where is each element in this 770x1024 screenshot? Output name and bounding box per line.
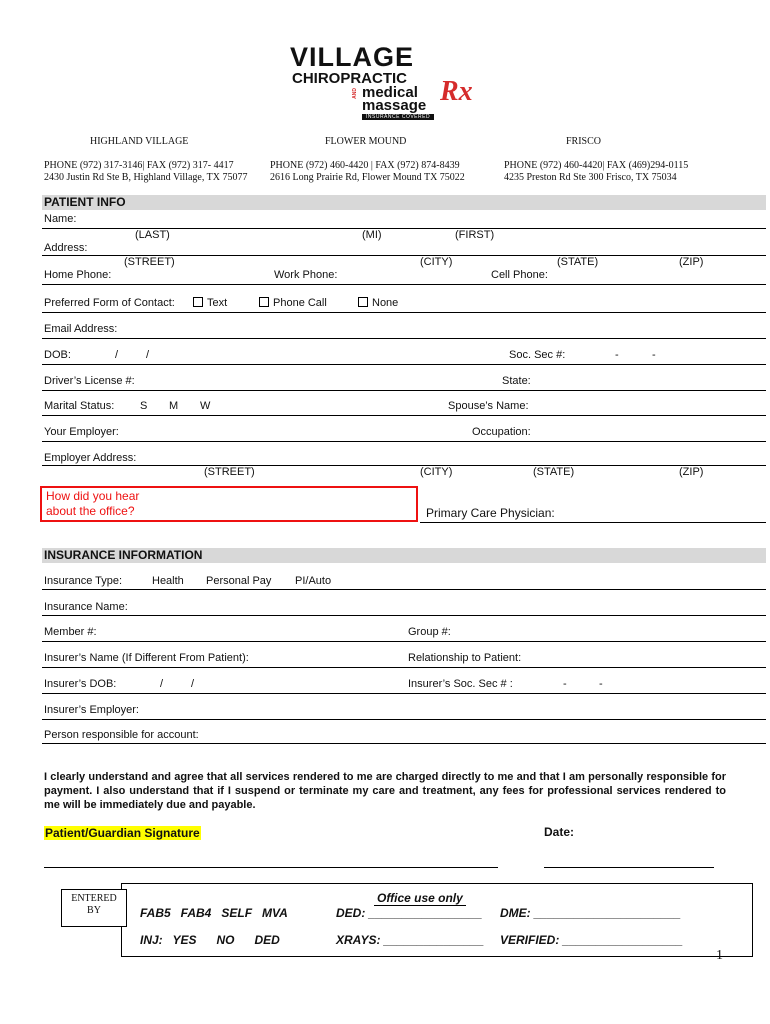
emp-zip-caption: (ZIP) — [679, 466, 704, 478]
insurance-type-health[interactable]: Health — [152, 575, 184, 587]
entered-label: ENTERED — [71, 893, 117, 904]
insurer-employer-label: Insurer’s Employer: — [44, 704, 139, 716]
employer-address-field[interactable] — [42, 465, 766, 466]
contact-phone-option[interactable]: Phone Call — [259, 297, 327, 309]
insurer-dob-field[interactable] — [42, 693, 766, 694]
checkbox[interactable] — [193, 297, 203, 307]
insurer-name-field[interactable] — [42, 667, 766, 668]
spouse-label: Spouse’s Name: — [448, 400, 529, 412]
contact-text-option[interactable]: Text — [193, 297, 227, 309]
marital-field[interactable] — [42, 415, 766, 416]
contact-line — [42, 312, 766, 313]
zip-caption: (ZIP) — [679, 256, 704, 268]
email-label: Email Address: — [44, 323, 118, 335]
ssn-label: Soc. Sec #: — [509, 349, 566, 361]
checkbox[interactable] — [358, 297, 368, 307]
insurance-name-field[interactable] — [42, 615, 766, 616]
signature-line[interactable] — [44, 867, 498, 868]
work-phone-label: Work Phone: — [274, 269, 338, 281]
employer-field[interactable] — [42, 441, 766, 442]
address-label: Address: — [44, 242, 88, 254]
logo-massage: massage — [362, 97, 427, 114]
dme-field[interactable]: DME: ______________________ — [500, 906, 681, 920]
home-phone-label: Home Phone: — [44, 269, 112, 281]
logo — [290, 42, 490, 118]
email-field[interactable] — [42, 338, 766, 339]
location-phone: PHONE (972) 460-4420 | FAX (972) 874-8439 — [270, 160, 460, 171]
date-line[interactable] — [544, 867, 714, 868]
employer-label: Your Employer: — [44, 426, 119, 438]
responsible-label: Person responsible for account: — [44, 729, 199, 741]
ssn-dash: - — [615, 349, 619, 361]
insurance-type-personal-pay[interactable]: Personal Pay — [206, 575, 272, 587]
verified-field[interactable]: VERIFIED: __________________ — [500, 933, 683, 947]
insurance-type-line — [42, 589, 766, 590]
pcp-field[interactable] — [420, 522, 766, 523]
insurer-name-label: Insurer’s Name (If Different From Patient): — [44, 652, 249, 664]
license-label: Driver’s License #: — [44, 375, 135, 387]
office-use-title: Office use only — [374, 891, 466, 906]
insurance-type-label: Insurance Type: — [44, 575, 123, 587]
insurer-dob-slash: / — [160, 678, 164, 690]
insurer-ssn-dash: - — [563, 678, 567, 690]
first-caption: (FIRST) — [455, 229, 495, 241]
inj-field[interactable]: INJ: YES NO DED — [140, 933, 280, 947]
date-label: Date: — [544, 825, 575, 839]
logo-chiropractic: CHIROPRACTIC — [292, 70, 407, 87]
marital-married[interactable]: M — [169, 400, 179, 412]
dob-field[interactable] — [42, 364, 766, 365]
ded-field[interactable]: DED: _________________ — [336, 906, 483, 920]
insurer-dob-label: Insurer’s DOB: — [44, 678, 117, 690]
location-phone: PHONE (972) 460-4420| FAX (469)294-0115 — [504, 160, 689, 171]
marital-widowed[interactable]: W — [200, 400, 211, 412]
referral-label-line2: about the office? — [46, 504, 135, 518]
insurance-type-pi-auto[interactable]: PI/Auto — [295, 575, 332, 587]
phone-field[interactable] — [42, 284, 766, 285]
insurer-ssn-label: Insurer’s Soc. Sec # : — [408, 678, 513, 690]
logo-and: AND — [352, 88, 358, 99]
location-phone: PHONE (972) 317-3146| FAX (972) 317- 4417 — [44, 160, 234, 171]
member-field[interactable] — [42, 641, 766, 642]
location-address: 4235 Preston Rd Ste 300 Frisco, TX 75034 — [504, 172, 677, 183]
ssn-dash: - — [652, 349, 656, 361]
group-label: Group #: — [408, 626, 451, 638]
logo-village: VILLAGE — [290, 42, 415, 72]
emp-street-caption: (STREET) — [204, 466, 255, 478]
name-label: Name: — [44, 213, 77, 225]
insurance-heading: INSURANCE INFORMATION — [42, 548, 766, 563]
emp-state-caption: (STATE) — [533, 466, 575, 478]
entered-by-box — [61, 889, 127, 927]
license-field[interactable] — [42, 390, 766, 391]
location-name: HIGHLAND VILLAGE — [90, 136, 189, 147]
xrays-field[interactable]: XRAYS: _______________ — [336, 933, 484, 947]
street-caption: (STREET) — [124, 256, 175, 268]
location-name: FRISCO — [566, 136, 602, 147]
referral-box[interactable] — [40, 486, 418, 522]
dob-slash: / — [146, 349, 150, 361]
checkbox[interactable] — [259, 297, 269, 307]
location-name: FLOWER MOUND — [325, 136, 407, 147]
contact-label: Preferred Form of Contact: — [44, 297, 175, 309]
member-label: Member #: — [44, 626, 97, 638]
license-state-label: State: — [502, 375, 531, 387]
consent-text: I clearly understand and agree that all services rendered to me are charged directly to me and that I am personally responsible for payment. I also understand that if I suspend or terminate my care and treatment, any fees for professional services rendered to me will be immediately due and payable. — [44, 771, 726, 811]
dob-label: DOB: — [44, 349, 71, 361]
logo-rx: Rx — [440, 76, 473, 107]
insurer-employer-field[interactable] — [42, 719, 766, 720]
signature-label: Patient/Guardian Signature — [45, 826, 200, 840]
insurance-name-label: Insurance Name: — [44, 601, 128, 613]
referral-label-line1: How did you hear — [46, 489, 140, 503]
logo-medical: medical — [362, 84, 418, 101]
contact-none-option[interactable]: None — [358, 297, 398, 309]
last-caption: (LAST) — [135, 229, 170, 241]
location-address: 2430 Justin Rd Ste B, Highland Village, TX 75077 — [44, 172, 248, 183]
relationship-label: Relationship to Patient: — [408, 652, 522, 664]
state-caption: (STATE) — [557, 256, 599, 268]
marital-single[interactable]: S — [140, 400, 148, 412]
logo-tagline: INSURANCE COVERED — [362, 114, 434, 120]
emp-city-caption: (CITY) — [420, 466, 453, 478]
page-number: 1 — [716, 948, 723, 963]
pcp-label: Primary Care Physician: — [426, 506, 555, 520]
city-caption: (CITY) — [420, 256, 453, 268]
marital-label: Marital Status: — [44, 400, 115, 412]
mi-caption: (MI) — [362, 229, 382, 241]
employer-address-label: Employer Address: — [44, 452, 137, 464]
responsible-field[interactable] — [42, 743, 766, 744]
patient-info-heading: PATIENT INFO — [42, 195, 766, 210]
visit-codes: FAB5 FAB4 SELF MVA — [140, 906, 288, 920]
occupation-label: Occupation: — [472, 426, 531, 438]
cell-phone-label: Cell Phone: — [491, 269, 548, 281]
insurer-ssn-dash: - — [599, 678, 603, 690]
by-label: BY — [87, 905, 101, 916]
insurer-dob-slash: / — [191, 678, 195, 690]
location-address: 2616 Long Prairie Rd, Flower Mound TX 75022 — [270, 172, 465, 183]
dob-slash: / — [115, 349, 119, 361]
